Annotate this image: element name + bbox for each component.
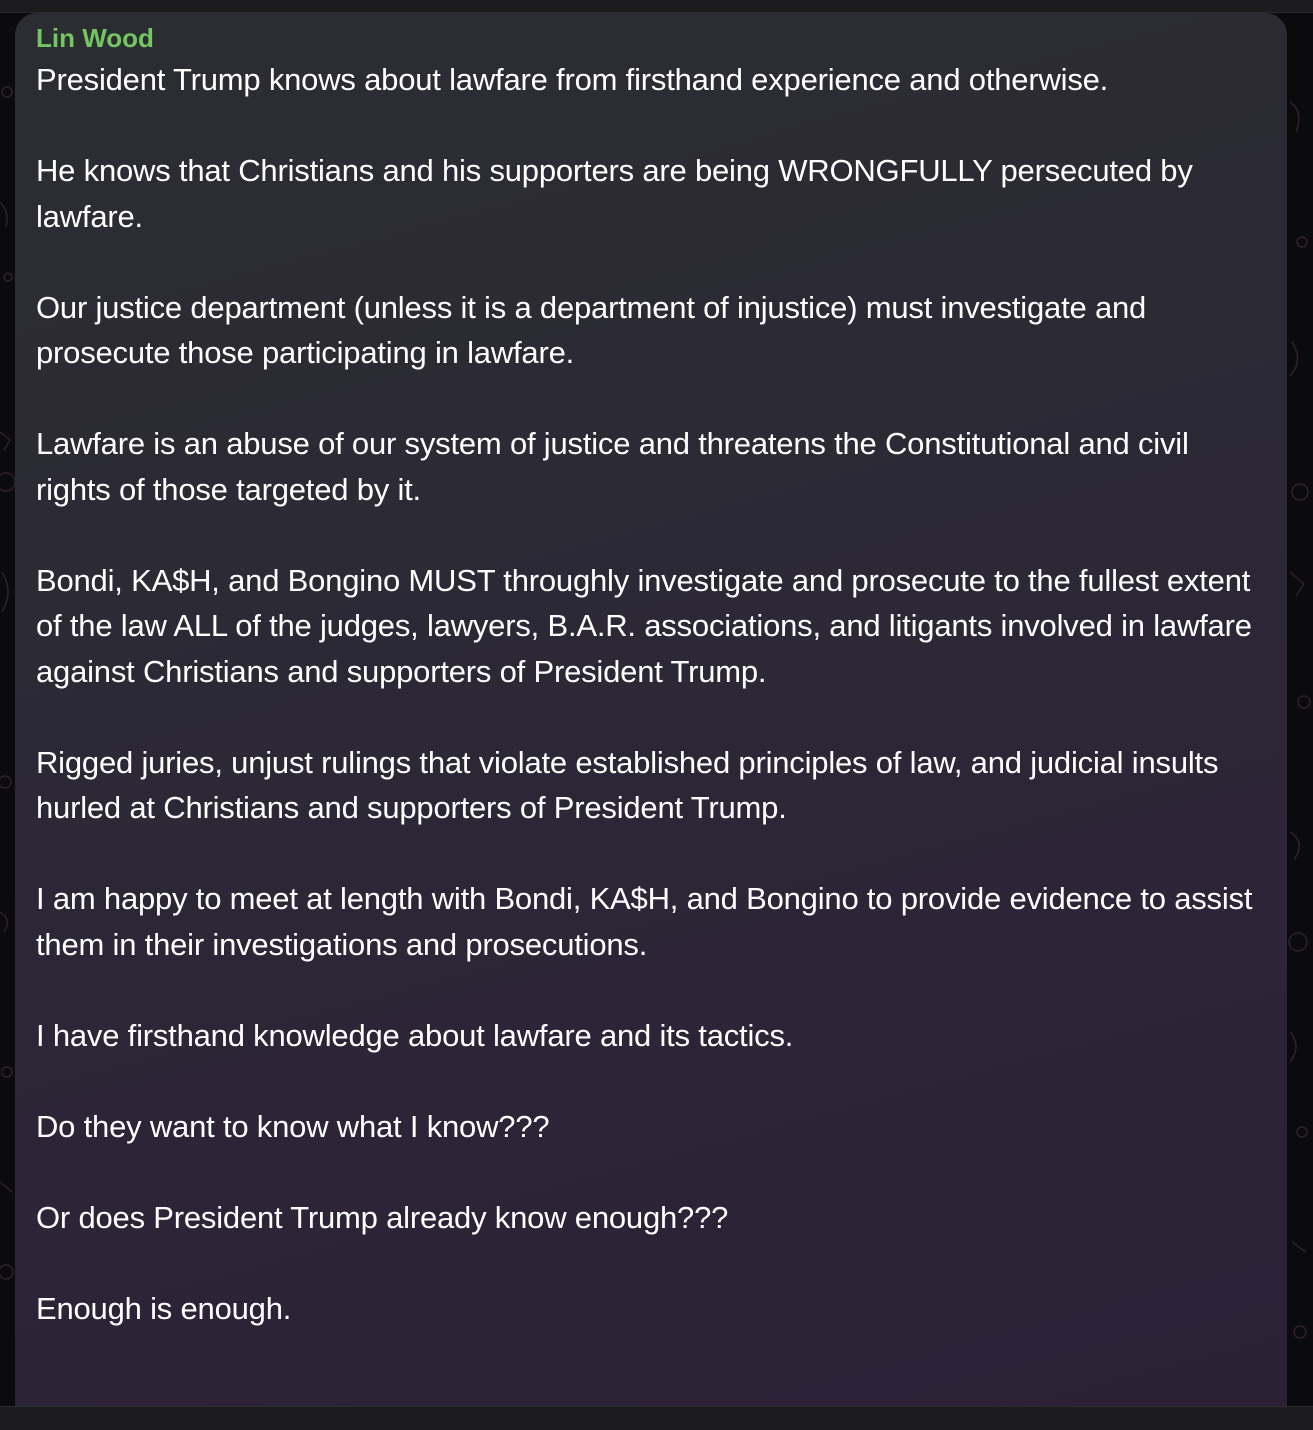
message-text xyxy=(36,57,1267,1331)
bottom-bar xyxy=(0,1406,1313,1430)
message-paragraph: I am happy to meet at length with Bondi, KA$H, and Bongino to provide evidence to assist them in their investigations and prosecutions. xyxy=(36,881,1253,962)
message-paragraph: I have firsthand knowledge about lawfare and its tactics. xyxy=(36,1017,794,1053)
message-paragraph: Our justice department (unless it is a department of injustice) must investigate and prosecute those participating in lawfare. xyxy=(36,289,1147,370)
message-paragraph: President Trump knows about lawfare from firsthand experience and otherwise. xyxy=(36,62,1109,97)
message-paragraph: Lawfare is an abuse of our system of justice and threatens the Constitutional and civil rights of those targeted by it. xyxy=(36,426,1189,507)
message-paragraph: He knows that Christians and his supporters are being WRONGFULLY persecuted by lawfare. xyxy=(36,153,1193,234)
message-paragraph: Enough is enough. xyxy=(36,1290,292,1326)
message-bubble[interactable] xyxy=(15,13,1287,1423)
message-paragraph: Rigged juries, unjust rulings that violate established principles of law, and judicial insults hurled at Christians and supporters of President Trump. xyxy=(36,744,1219,825)
message-paragraph: Bondi, KA$H, and Bongino MUST throughly investigate and prosecute to the fullest extent of the law ALL of the judges, lawyers, B.A.R. associations, and litigants involved in lawfare against Christians and supporters of President Trump. xyxy=(36,562,1252,689)
sender-name[interactable]: Lin Wood xyxy=(36,23,154,53)
message-paragraph: Do they want to know what I know??? xyxy=(36,1108,550,1144)
message-paragraph: Or does President Trump already know enough??? xyxy=(36,1199,729,1235)
